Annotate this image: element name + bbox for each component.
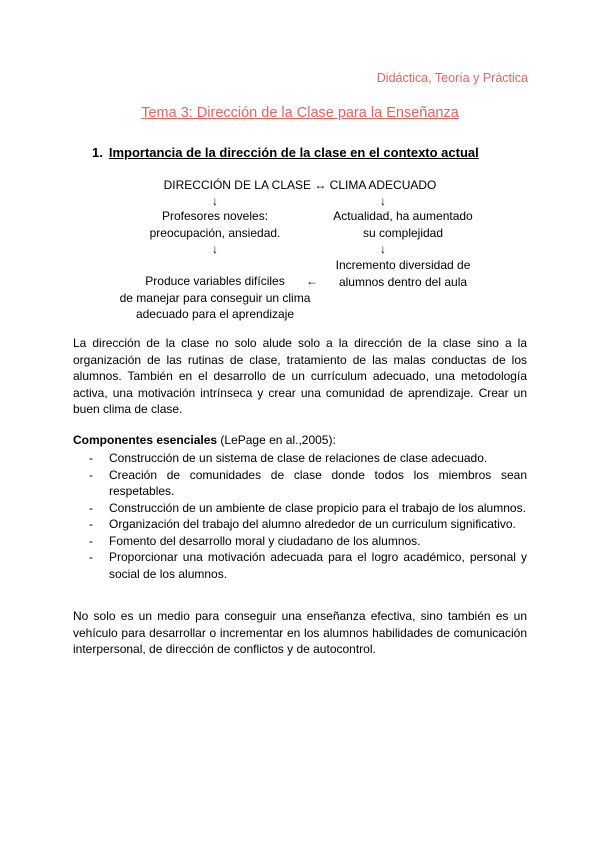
diagram-right-box-line: Actualidad, ha aumentado bbox=[333, 209, 473, 223]
dash-bullet: - bbox=[89, 517, 93, 531]
diagram-left-box bbox=[120, 208, 310, 241]
diagram-right-box-line: su complejidad bbox=[362, 225, 444, 240]
arrow-down-icon: ↓ bbox=[212, 242, 218, 256]
dash-bullet: - bbox=[89, 451, 93, 465]
diagram-left-box-line: preocupación, ansiedad. bbox=[149, 225, 281, 240]
arrow-left-icon: ← bbox=[306, 274, 318, 288]
list-item: - Fomento del desarrollo moral y ciudadano de los alumnos. bbox=[89, 533, 421, 548]
diagram-top-line: DIRECCIÓN DE LA CLASE ↔ CLIMA ADECUADO bbox=[163, 178, 437, 192]
paragraph-conclusion: No solo es un medio para conseguir una enseñanza efectiva, sino también es un vehículo para desarrollar o incrementar en los alumnos habilidades de comunicación interpersonal, de dirección de conflictos y de autocontrol. bbox=[73, 609, 527, 656]
list-item: - Organización del trabajo del alumno alrededor de un curriculum significativo. bbox=[89, 517, 516, 531]
section-title: Importancia de la dirección de la clase en el contexto actual bbox=[108, 145, 479, 160]
diagram-left-box-2 bbox=[112, 273, 318, 323]
components-list bbox=[73, 450, 527, 582]
paragraph-intro: La dirección de la clase no solo alude solo a la dirección de la clase sino a la organización de las rutinas de clase, tratamiento de las malas conductas de los alumnos. También en el desarrollo de un currículum adecuado, una metodología activa, una motivación intrínseca y crear una comunidad de aprendizaje. Crear un buen clima de clase. bbox=[73, 336, 527, 416]
diagram-right-box-2 bbox=[318, 257, 488, 290]
dash-bullet: - bbox=[89, 500, 93, 515]
components-heading-citation: (LePage en al.,2005): bbox=[217, 433, 336, 447]
diagram-right-box-2-line: alumnos dentro del aula bbox=[338, 274, 468, 289]
section-number: 1. bbox=[92, 145, 103, 160]
list-item: - Creación de comunidades de clase donde todos los miembros sean respetables. bbox=[89, 467, 527, 498]
page-title: Tema 3: Dirección de la Clase para la Enseñanza bbox=[141, 105, 459, 121]
section-heading bbox=[92, 145, 479, 160]
list-item: - Proporcionar una motivación adecuada para el logro académico, personal y social de los alumnos. bbox=[89, 550, 527, 581]
dash-bullet: - bbox=[89, 533, 93, 548]
list-item: - Construcción de un sistema de clase de relaciones de clase adecuado. bbox=[89, 451, 488, 465]
diagram-left-box-2-line: adecuado para el aprendizaje bbox=[135, 307, 295, 321]
diagram-right-box bbox=[318, 208, 488, 241]
list-item: - Construcción de un ambiente de clase propicio para el trabajo de los alumnos. bbox=[89, 500, 526, 515]
diagram-left-box-2-line: Produce variables difíciles bbox=[145, 274, 285, 288]
arrow-down-icon: ↓ bbox=[380, 194, 386, 208]
course-header: Didáctica, Teoría y Práctica bbox=[376, 71, 528, 85]
arrow-down-icon: ↓ bbox=[212, 194, 218, 208]
components-heading bbox=[73, 433, 336, 447]
dash-bullet: - bbox=[89, 467, 93, 482]
diagram-left-box-line: Profesores noveles: bbox=[161, 209, 269, 223]
diagram-left-box-2-line: de manejar para conseguir un clima bbox=[119, 290, 311, 305]
components-heading-bold: Componentes esenciales bbox=[73, 433, 218, 447]
diagram-right-box-2-line: Incremento diversidad de bbox=[335, 258, 471, 272]
arrow-down-icon: ↓ bbox=[380, 242, 386, 256]
dash-bullet: - bbox=[89, 550, 93, 564]
